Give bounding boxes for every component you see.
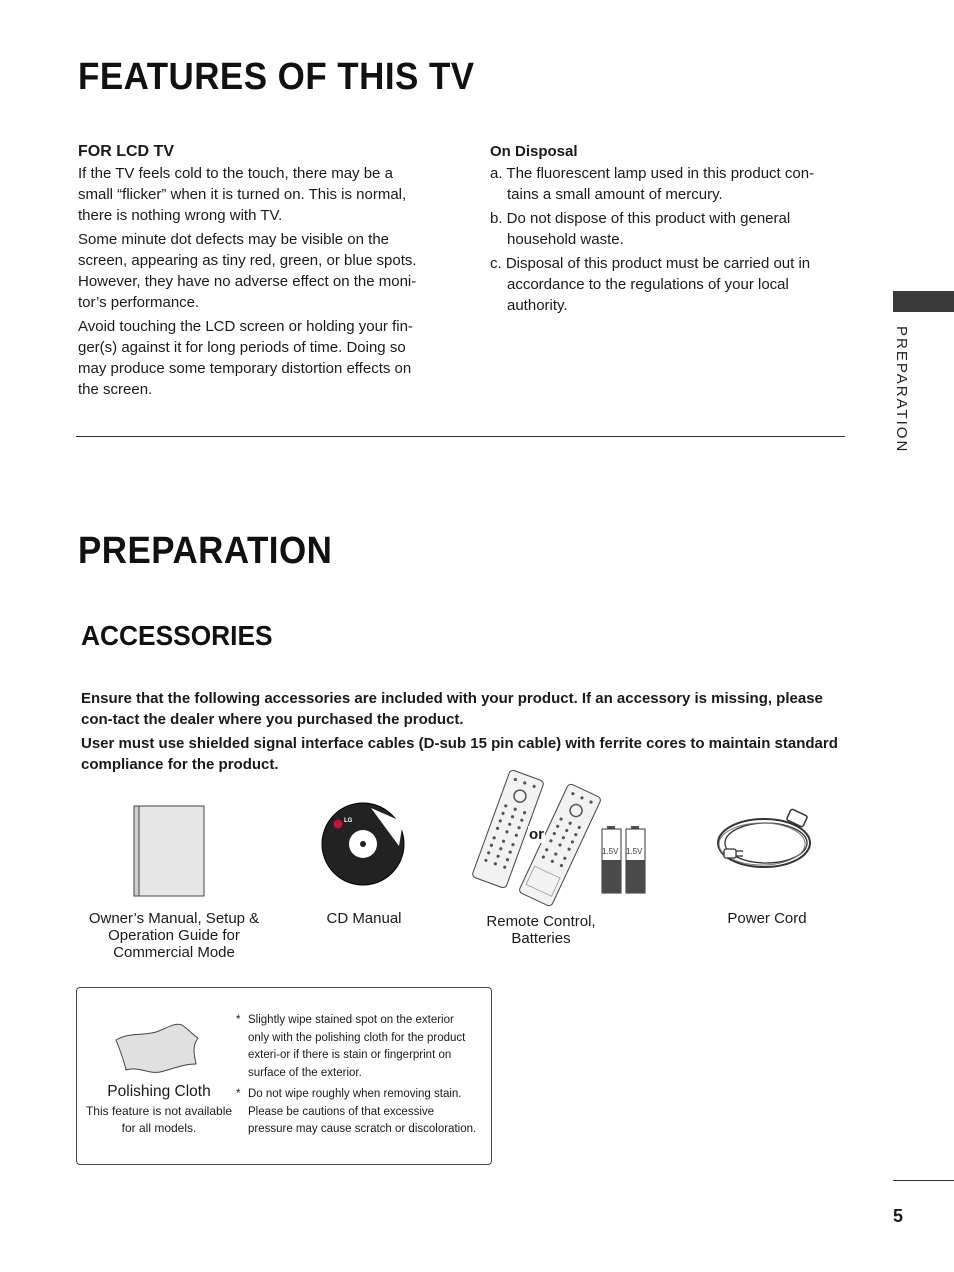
remote-caption: Remote Control, Batteries xyxy=(486,913,596,947)
cd-logo: LG xyxy=(344,818,353,824)
power-cord-caption: Power Cord xyxy=(727,910,807,927)
lcd-paragraph-1: If the TV feels cold to the touch, there may be a small “flicker” when it is turned on. This is normal, there is nothing wrong with TV. xyxy=(78,165,407,224)
section-divider xyxy=(76,436,845,437)
intro-paragraph-1: Ensure that the following accessories are included with your product. If an accessory is missing, please con-tact the dealer where you purchased the product. xyxy=(81,690,823,728)
disposal-item-a: a. The fluorescent lamp used in this product con-tains a small amount of mercury. xyxy=(490,165,815,203)
manual-image xyxy=(131,805,207,897)
tip-text-1: Slightly wipe stained spot on the exterior only with the polishing cloth for the product exteri-or if there is stain or fingerprint on surface of the exterior. xyxy=(248,1014,466,1079)
polishing-cloth-label: Polishing Cloth xyxy=(107,1083,211,1100)
accessories-intro xyxy=(81,688,841,778)
tip-text-2: Do not wipe roughly when removing stain. Please be cautions of that excessive pressure may cause scratch or discoloration. xyxy=(248,1088,477,1135)
polishing-cloth-note: This feature is not available for all models. xyxy=(85,1104,233,1135)
cd-image xyxy=(321,802,405,886)
features-title: FEATURES OF THIS TV xyxy=(78,56,475,98)
tip-item xyxy=(236,1012,478,1082)
tip-item xyxy=(236,1086,478,1139)
polishing-cloth-image xyxy=(112,1020,202,1076)
page-number: 5 xyxy=(893,1206,904,1226)
disposal-item-c: c. Disposal of this product must be carried out in accordance to the regulations of your local authority. xyxy=(490,255,811,314)
lcd-paragraph-2: Some minute dot defects may be visible on the screen, appearing as tiny red, green, or blue spots. However, they have no adverse effect on the moni-tor’s performance. xyxy=(78,231,417,311)
intro-paragraph-2: User must use shielded signal interface cables (D-sub 15 pin cable) with ferrite cores to maintain standard compliance for the product. xyxy=(81,735,838,773)
lcd-section xyxy=(78,142,428,403)
tip-bullet: * xyxy=(236,1088,241,1100)
disposal-heading: On Disposal xyxy=(490,143,578,160)
battery-label-2: 1.5V xyxy=(626,847,643,856)
cd-caption: CD Manual xyxy=(326,910,402,927)
preparation-title: PREPARATION xyxy=(78,530,333,572)
polishing-tips xyxy=(236,1012,478,1143)
battery-label-1: 1.5V xyxy=(602,847,619,856)
page-number-rule xyxy=(893,1180,954,1181)
remote-image-2 xyxy=(510,783,610,907)
batteries-image xyxy=(600,826,648,894)
remote-or-label: or xyxy=(529,826,544,843)
power-cord-image xyxy=(712,807,822,871)
disposal-item-b: b. Do not dispose of this product with general household waste. xyxy=(490,210,791,248)
tip-bullet: * xyxy=(236,1014,241,1026)
lcd-paragraph-3: Avoid touching the LCD screen or holding your fin-ger(s) against it for long periods of time. Doing so may produce some temporary distortion effects on the screen. xyxy=(78,318,413,398)
side-tab-label: PREPARATION xyxy=(893,326,910,454)
accessories-title: ACCESSORIES xyxy=(81,620,273,651)
lcd-heading: FOR LCD TV xyxy=(78,143,174,160)
disposal-section xyxy=(490,142,835,319)
side-tab xyxy=(893,291,954,312)
manual-caption: Owner’s Manual, Setup & Operation Guide for Commercial Mode xyxy=(88,910,260,961)
